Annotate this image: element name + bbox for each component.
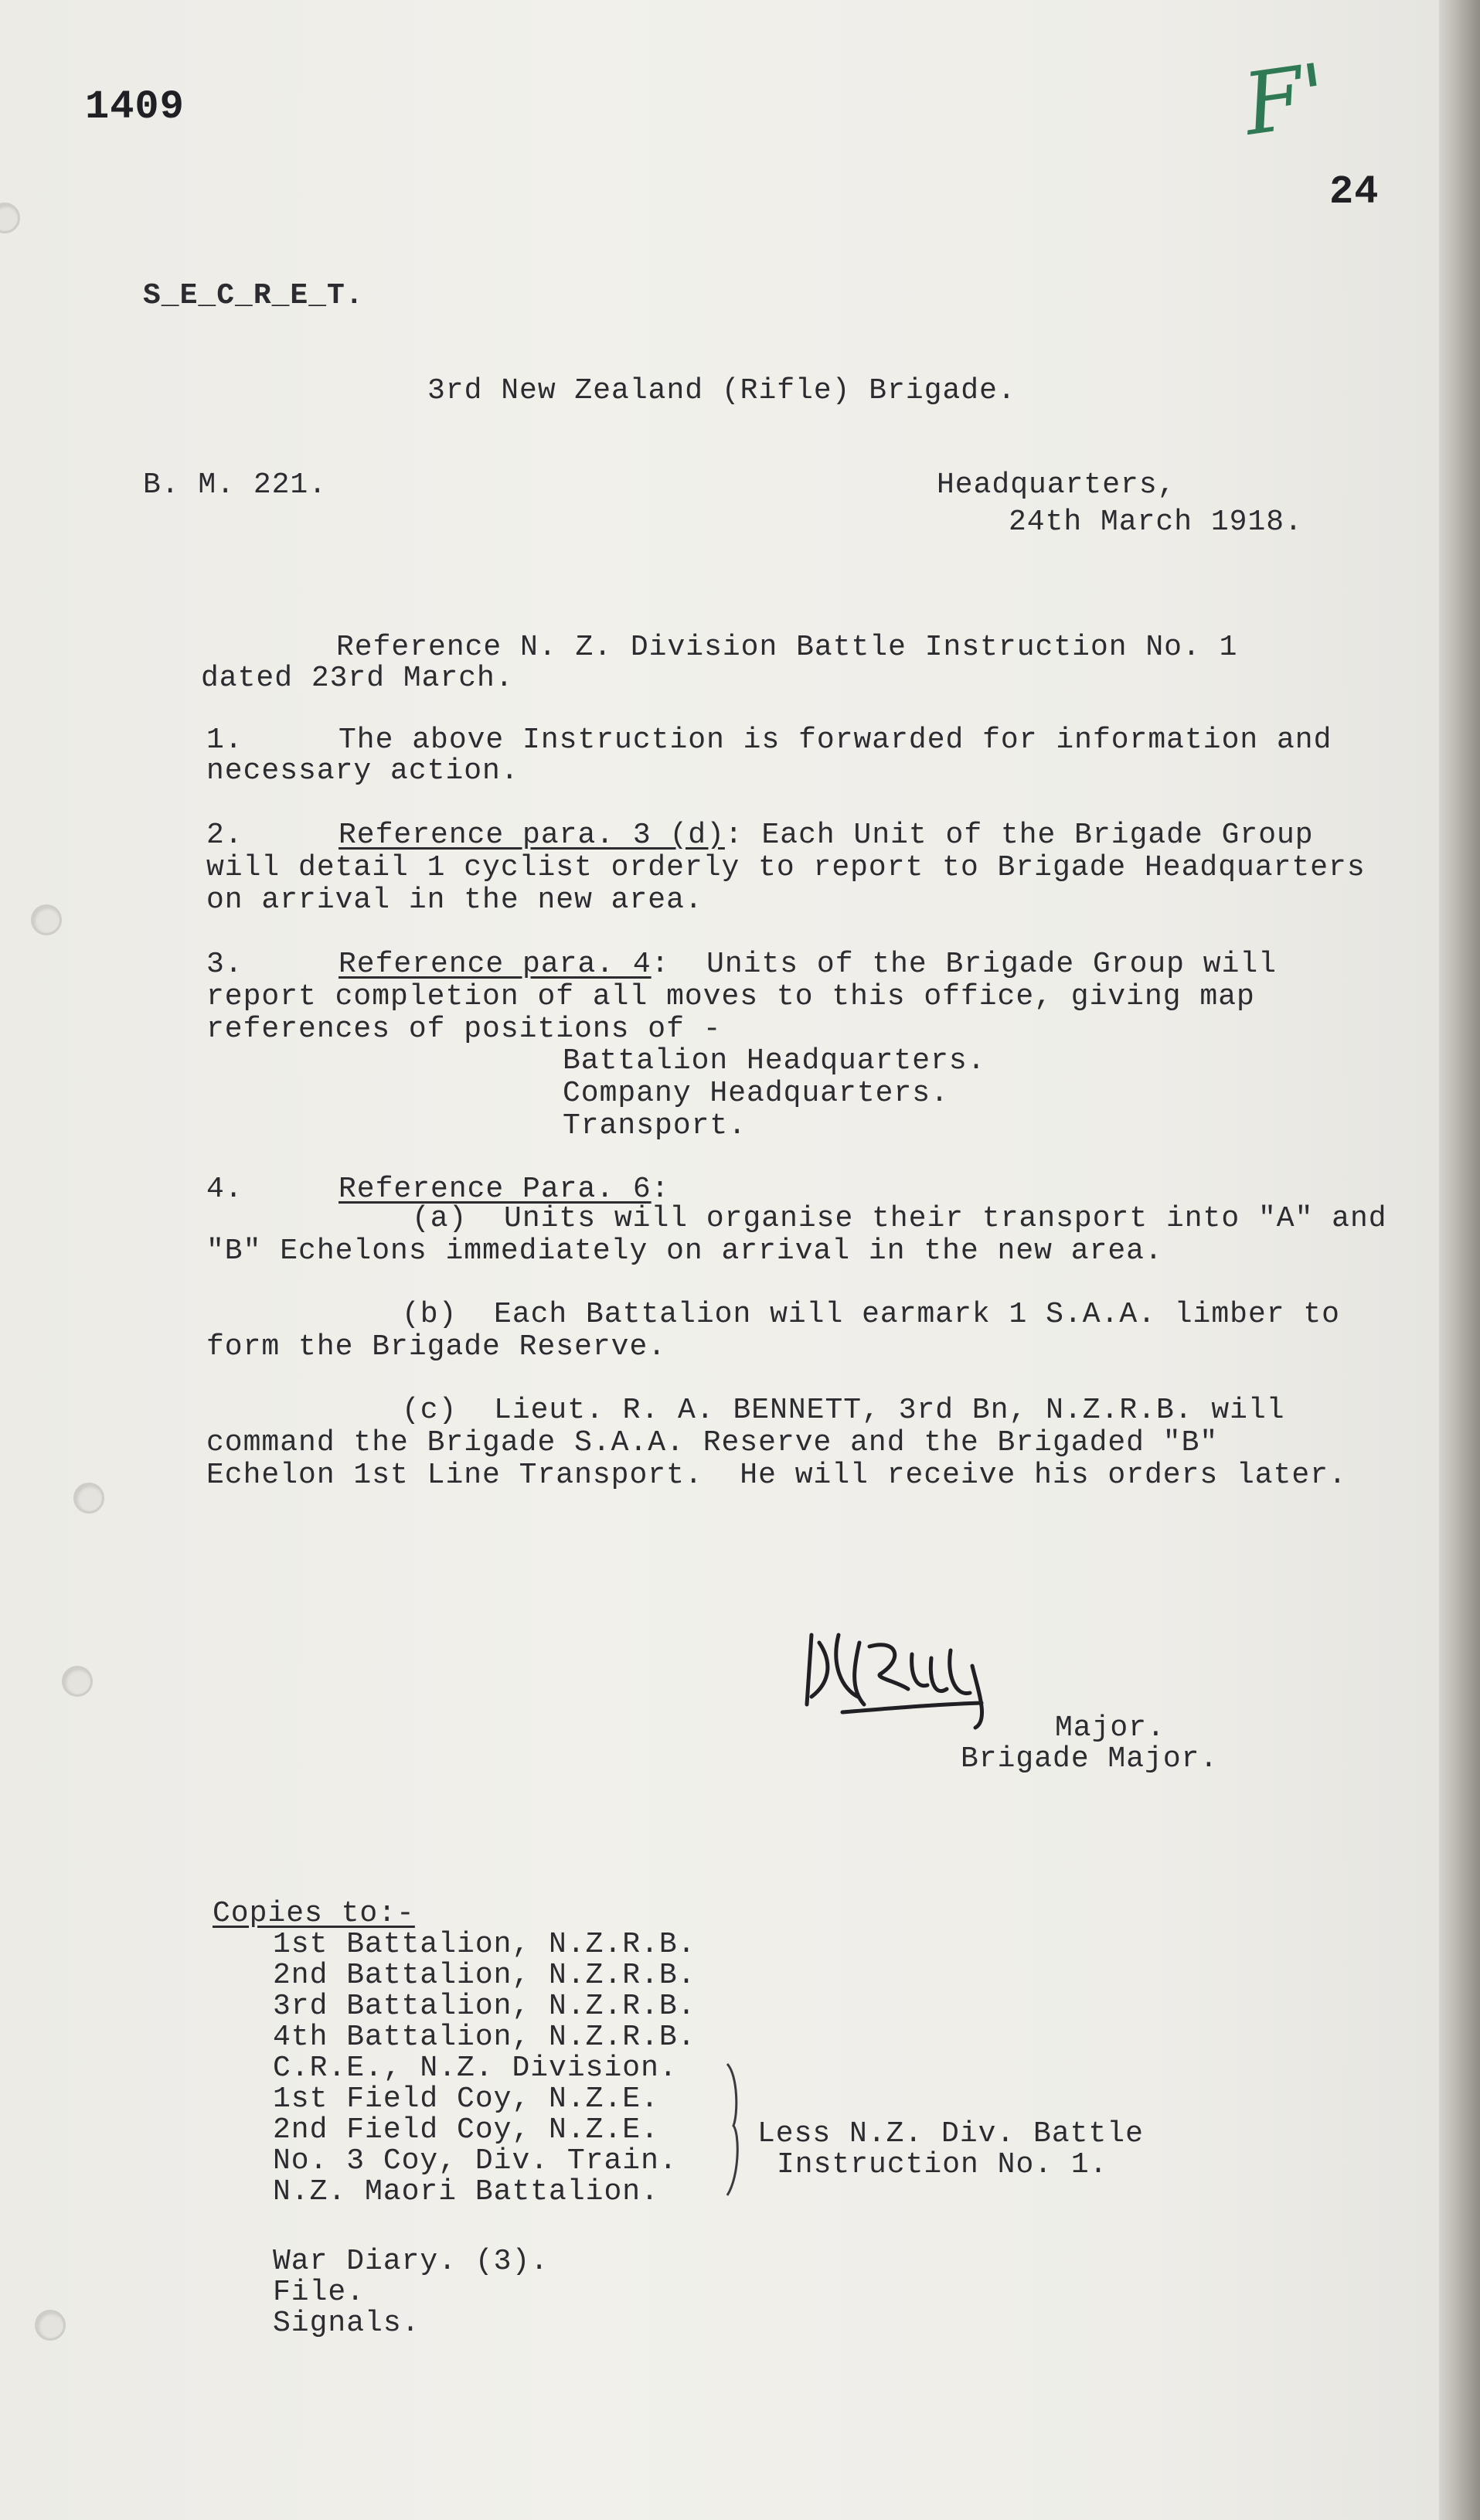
para1-text: necessary action. xyxy=(206,754,519,788)
para3-heading: Reference para. 4 xyxy=(339,948,652,981)
copy-recipient: 1st Battalion, N.Z.R.B. xyxy=(273,1928,696,1961)
bracket-mark xyxy=(723,2060,746,2199)
copy-recipient: N.Z. Maori Battalion. xyxy=(273,2175,659,2208)
punch-hole xyxy=(35,2310,66,2341)
para3-item: Transport. xyxy=(563,1109,747,1143)
signature-rank: Major. xyxy=(1055,1711,1165,1745)
para2-heading: Reference para. 3 (d) xyxy=(339,819,725,852)
para2-number: 2. xyxy=(206,819,243,852)
copy-recipient: 2nd Field Coy, N.Z.E. xyxy=(273,2113,659,2147)
brigade-title: 3rd New Zealand (Rifle) Brigade. xyxy=(427,374,1016,407)
hq-label: Headquarters, xyxy=(937,468,1176,502)
page-number: 24 xyxy=(1329,169,1380,215)
para3-item: Battalion Headquarters. xyxy=(563,1044,986,1078)
copy-recipient: C.R.E., N.Z. Division. xyxy=(273,2052,678,2085)
para4-a-text: "B" Echelons immediately on arrival in the new area. xyxy=(206,1234,1163,1268)
para4-heading-tail: : xyxy=(651,1173,670,1206)
para4-number: 4. xyxy=(206,1173,243,1206)
copies-heading: Copies to:- xyxy=(213,1897,415,1930)
file-number: 1409 xyxy=(85,84,185,130)
para2-line xyxy=(339,819,1314,852)
para4-b-text: form the Brigade Reserve. xyxy=(206,1330,667,1364)
para4-b-text: (b) Each Battalion will earmark 1 S.A.A. limber to xyxy=(402,1298,1340,1331)
classification: S_E_C_R_E_T. xyxy=(143,279,364,312)
para2-text: on arrival in the new area. xyxy=(206,884,703,917)
para2-text: : Each Unit of the Brigade Group xyxy=(724,819,1314,852)
copy-recipient: No. 3 Coy, Div. Train. xyxy=(273,2144,678,2178)
punch-hole xyxy=(31,904,62,935)
para1-number: 1. xyxy=(206,724,243,757)
copy-recipient-other: Signals. xyxy=(273,2307,420,2340)
para4-c-text: (c) Lieut. R. A. BENNETT, 3rd Bn, N.Z.R.B. will xyxy=(402,1394,1285,1427)
copies-note: Less N.Z. Div. Battle xyxy=(757,2117,1144,2151)
intro-line: Reference N. Z. Division Battle Instruction No. 1 xyxy=(336,631,1238,664)
punch-hole xyxy=(62,1666,93,1697)
para4-a-text: (a) Units will organise their transport into "A" and xyxy=(412,1202,1387,1235)
hq-date: 24th March 1918. xyxy=(1009,506,1303,539)
copy-recipient-other: War Diary. (3). xyxy=(273,2245,549,2278)
para3-text: references of positions of - xyxy=(206,1013,722,1046)
para3-text: report completion of all moves to this office, giving map xyxy=(206,980,1255,1013)
punch-hole xyxy=(73,1483,104,1514)
para3-number: 3. xyxy=(206,948,243,981)
copy-recipient-other: File. xyxy=(273,2276,366,2309)
page-edge xyxy=(1439,0,1480,2520)
para1-text: The above Instruction is forwarded for information and xyxy=(339,724,1332,757)
intro-line: dated 23rd March. xyxy=(201,662,514,695)
para4-c-text: command the Brigade S.A.A. Reserve and the Brigaded "B" xyxy=(206,1426,1219,1459)
reference-code: B. M. 221. xyxy=(143,468,328,502)
signature-appointment: Brigade Major. xyxy=(961,1742,1219,1776)
copy-recipient: 2nd Battalion, N.Z.R.B. xyxy=(273,1959,696,1992)
copies-note: Instruction No. 1. xyxy=(777,2148,1108,2181)
copy-recipient: 4th Battalion, N.Z.R.B. xyxy=(273,2021,696,2054)
handwritten-signature xyxy=(796,1612,1043,1735)
para4-heading: Reference Para. 6 xyxy=(339,1173,652,1206)
folio-mark: F' xyxy=(1237,45,1333,155)
para3-item: Company Headquarters. xyxy=(563,1077,949,1110)
para4-c-text: Echelon 1st Line Transport. He will receive his orders later. xyxy=(206,1459,1347,1492)
copy-recipient: 1st Field Coy, N.Z.E. xyxy=(273,2082,659,2116)
para4-line xyxy=(339,1173,669,1206)
para3-line xyxy=(339,948,1277,981)
para2-text: will detail 1 cyclist orderly to report to Brigade Headquarters xyxy=(206,851,1366,884)
copy-recipient: 3rd Battalion, N.Z.R.B. xyxy=(273,1990,696,2023)
para3-text: : Units of the Brigade Group will xyxy=(651,948,1277,981)
